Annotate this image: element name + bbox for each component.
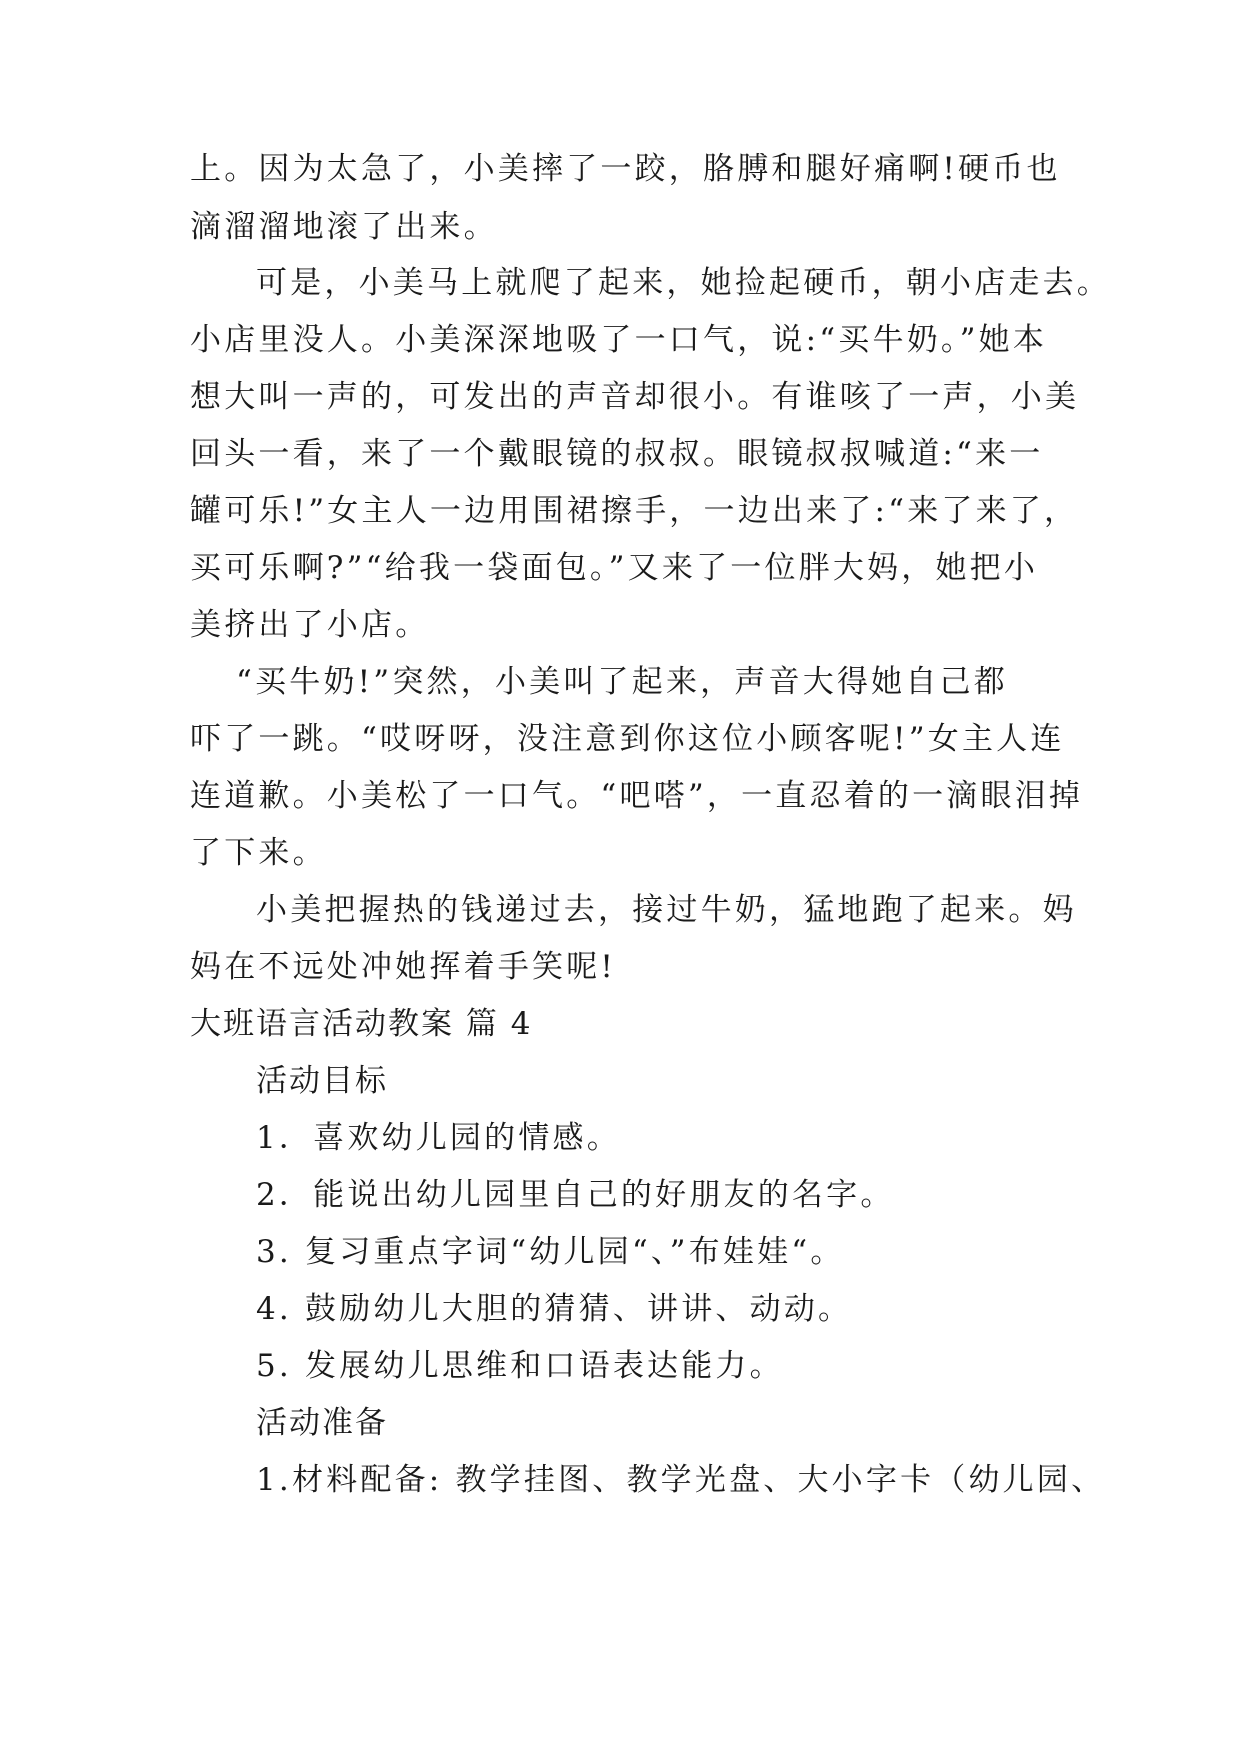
prep-heading: 活动准备 bbox=[256, 1405, 388, 1441]
story-line: 小店里没人。小美深深地吸了一口气，说:“买牛奶。”她本 bbox=[190, 322, 1048, 358]
goal-item: 3. 复习重点字词“幼儿园“、”布娃娃“。 bbox=[256, 1234, 845, 1270]
goal-item: 1．喜欢幼儿园的情感。 bbox=[256, 1120, 621, 1156]
story-line: 妈在不远处冲她挥着手笑呢! bbox=[190, 949, 617, 985]
story-line: 滴溜溜地滚了出来。 bbox=[190, 209, 498, 245]
story-paragraph-start: 可是，小美马上就爬了起来，她捡起硬币，朝小店走去。 bbox=[256, 265, 1111, 301]
story-line: 回头一看，来了一个戴眼镜的叔叔。眼镜叔叔喊道:“来一 bbox=[190, 436, 1044, 472]
story-paragraph-start: “买牛奶!”突然，小美叫了起来，声音大得她自己都 bbox=[236, 664, 1008, 700]
goal-item: 2．能说出幼儿园里自己的好朋友的名字。 bbox=[256, 1177, 895, 1213]
section-title: 大班语言活动教案 篇 4 bbox=[190, 1006, 533, 1042]
story-line: 想大叫一声的，可发出的声音却很小。有谁咳了一声，小美 bbox=[190, 379, 1080, 415]
goal-item: 5. 发展幼儿思维和口语表达能力。 bbox=[256, 1348, 784, 1384]
story-line: 买可乐啊?”“给我一袋面包。”又来了一位胖大妈，她把小 bbox=[190, 550, 1039, 586]
story-line: 吓了一跳。“哎呀呀，没注意到你这位小顾客呢!”女主人连 bbox=[190, 721, 1065, 757]
story-line: 连道歉。小美松了一口气。“吧嗒”，一直忍着的一滴眼泪掉 bbox=[190, 778, 1084, 814]
story-line: 了下来。 bbox=[190, 835, 327, 871]
prep-item: 1.材料配备: 教学挂图、教学光盘、大小字卡（幼儿园、 bbox=[256, 1462, 1106, 1498]
goal-item: 4. 鼓励幼儿大胆的猜猜、讲讲、动动。 bbox=[256, 1291, 853, 1327]
story-line: 罐可乐!”女主人一边用围裙擦手，一边出来了:“来了来了， bbox=[190, 493, 1079, 529]
story-line: 上。因为太急了，小美摔了一跤，胳膊和腿好痛啊!硬币也 bbox=[190, 151, 1061, 187]
story-paragraph-start: 小美把握热的钱递过去，接过牛奶，猛地跑了起来。妈 bbox=[256, 892, 1077, 928]
goals-heading: 活动目标 bbox=[256, 1063, 388, 1099]
story-line: 美挤出了小店。 bbox=[190, 607, 430, 643]
